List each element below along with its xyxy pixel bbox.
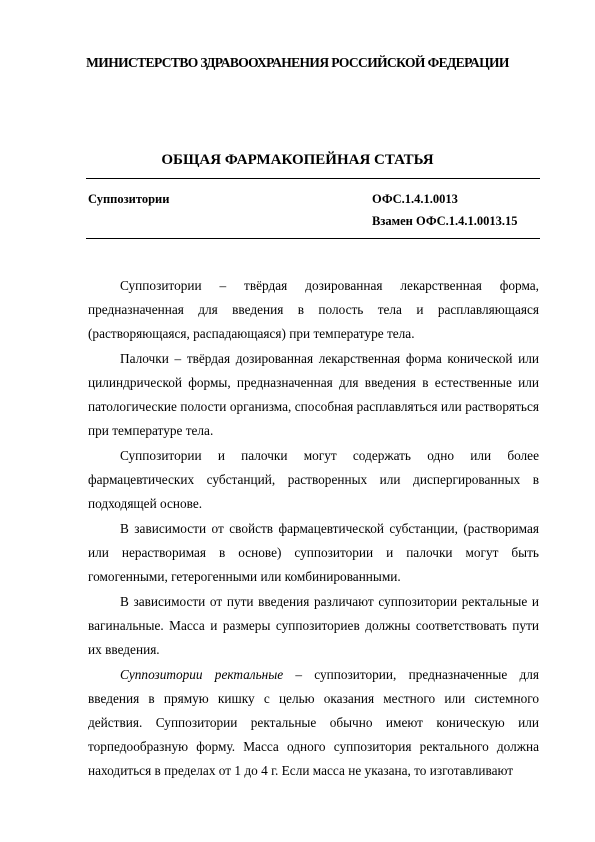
term-rectal-suppositories: Суппозитории ректальные [120,667,284,682]
paragraph-sticks-definition: Палочки – твёрдая дозированная лекарственная форма конической или цилиндрической формы, предназначенная для введения в естественные или патологические полости организма, способная расплавляться или растворяться при температуре тела. [88,351,539,438]
monograph-title: Суппозитории [88,192,170,206]
paragraph-rectal [88,663,539,783]
paragraph-homogeneity: В зависимости от свойств фармацевтической субстанции, (растворимая или нерастворимая в основе) суппозитории и палочки могут быть гомогенными, гетерогенными или комбинированными. [88,521,539,584]
document-type-heading: ОБЩАЯ ФАРМАКОПЕЙНАЯ СТАТЬЯ [161,152,434,168]
document-body [88,274,539,783]
monograph-code: ОФС.1.4.1.0013 [372,192,458,206]
replaces-code: Взамен ОФС.1.4.1.0013.15 [372,214,518,228]
paragraph-suppositories-definition: Суппозитории – твёрдая дозированная лекарственная форма, предназначенная для введения в полость тела и расплавляющаяся (растворяющаяся, распадающаяся) при температуре тела. [88,278,539,341]
paragraph-composition: Суппозитории и палочки могут содержать одно или более фармацевтических субстанций, растворенных или диспергированных в подходящей основе. [88,448,539,511]
rectal-description: – суппозитории, предназначенные для введения в прямую кишку с целью оказания местного или системного действия. Суппозитории ректальные обычно имеют коническую или торпедообразную форму. Масса одного суппозитория ректального должна находиться в пределах от 1 до 4 г. Если масса не указана, то изготавливают [88,667,539,778]
bottom-divider [86,238,540,239]
top-divider [86,178,540,179]
paragraph-routes: В зависимости от пути введения различают суппозитории ректальные и вагинальные. Масса и размеры суппозиториев должны соответствовать пути их введения. [88,594,539,657]
ministry-heading: МИНИСТЕРСТВО ЗДРАВООХРАНЕНИЯ РОССИЙСКОЙ ФЕДЕРАЦИИ [86,55,509,70]
